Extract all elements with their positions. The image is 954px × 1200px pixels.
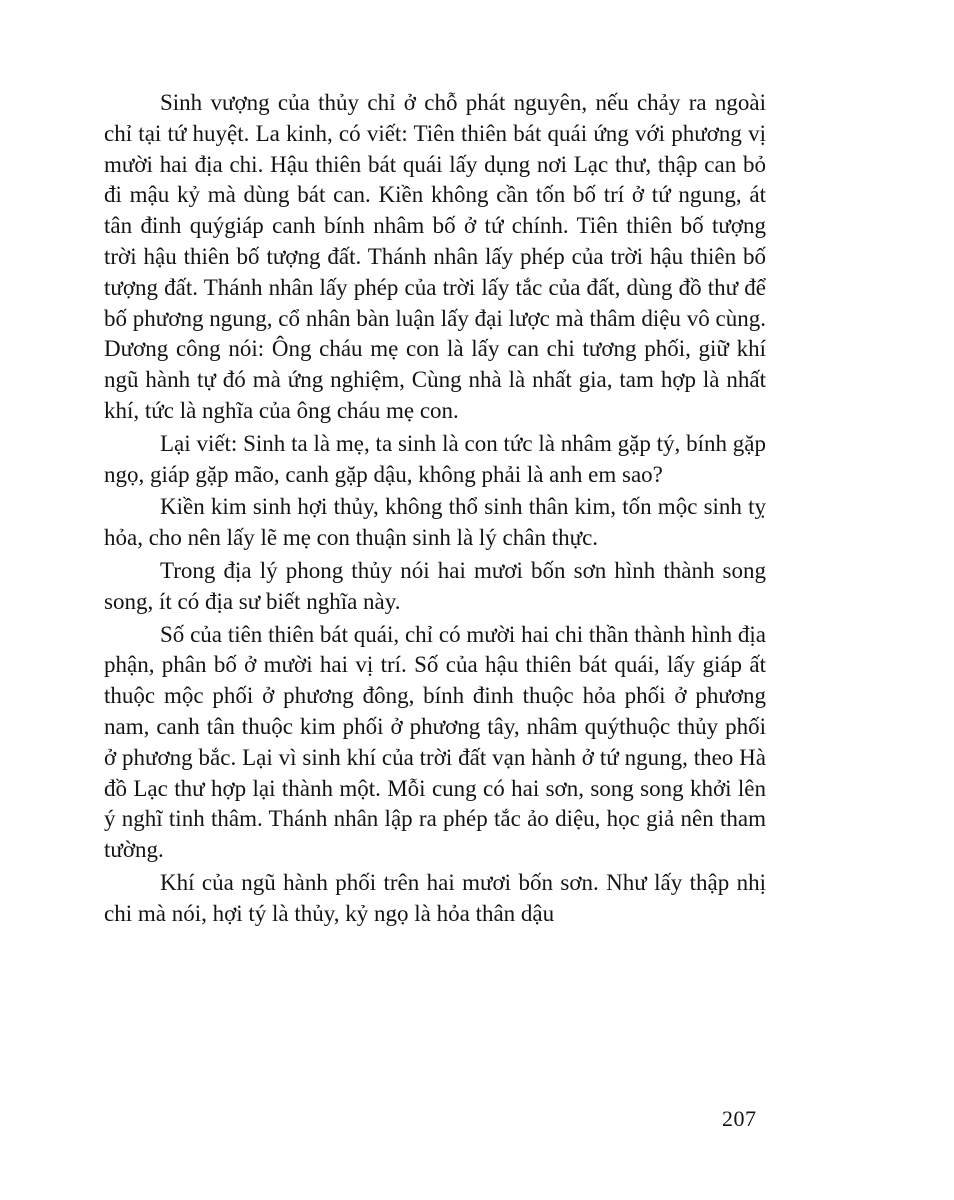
paragraph-5: Số của tiên thiên bát quái, chỉ có mười hai chi thần thành hình địa phận, phân bố ở mười hai vị trí. Số của hậu thiên bát quái, lấy giáp ất thuộc mộc phối ở phương đông, bính đinh thuộc hỏa phối ở phương nam, canh tân thuộc kim phối ở phương tây, nhâm quýthuộc thủy phối ở phương bắc. Lại vì sinh khí của trời đất vạn hành ở tứ ngung, theo Hà đồ Lạc thư hợp lại thành một. Mỗi cung có hai sơn, song song khởi lên ý nghĩ tinh thâm. Thánh nhân lập ra phép tắc ảo diệu, học giả nên tham tường. [104,621,766,863]
paragraph-2: Lại viết: Sinh ta là mẹ, ta sinh là con tức là nhâm gặp tý, bính gặp ngọ, giáp gặp mão, canh gặp dậu, không phải là anh em sao? [104,430,766,487]
paragraph-3: Kiền kim sinh hợi thủy, không thổ sinh thân kim, tốn mộc sinh tỵ hỏa, cho nên lấy lẽ mẹ con thuận sinh là lý chân thực. [104,494,766,551]
page-number: 207 [722,1106,757,1131]
paragraph-4: Trong địa lý phong thủy nói hai mươi bốn sơn hình thành song song, ít có địa sư biết nghĩa này. [104,557,766,614]
body-text [104,88,766,930]
paragraph-6: Khí của ngũ hành phối trên hai mươi bốn sơn. Như lấy thập nhị chi mà nói, hợi tý là thủy, kỷ ngọ là hỏa thân dậu [104,869,766,926]
paragraph-1: Sinh vượng của thủy chỉ ở chỗ phát nguyên, nếu chảy ra ngoài chỉ tại tứ huyệt. La kinh, có viết: Tiên thiên bát quái ứng với phương vị mười hai địa chi. Hậu thiên bát quái lấy dụng nơi Lạc thư, thập can bỏ đi mậu kỷ mà dùng bát can. Kiền không cần tốn bố trí ở tứ ngung, át tân đinh quýgiáp canh bính nhâm bố ở tứ chính. Tiên thiên bố tượng trời hậu thiên bố tượng đất. Thánh nhân lấy phép của trời hậu thiên bố tượng đất. Thánh nhân lấy phép của trời lấy tắc của đất, dùng đồ thư để bố phương ngung, cổ nhân bàn luận lấy đại lược mà thâm diệu vô cùng. Dương công nói: Ông cháu mẹ con là lấy can chi tương phối, giữ khí ngũ hành tự đó mà ứng nghiệm, Cùng nhà là nhất gia, tam hợp là nhất khí, tức là nghĩa của ông cháu mẹ con. [104,90,766,423]
